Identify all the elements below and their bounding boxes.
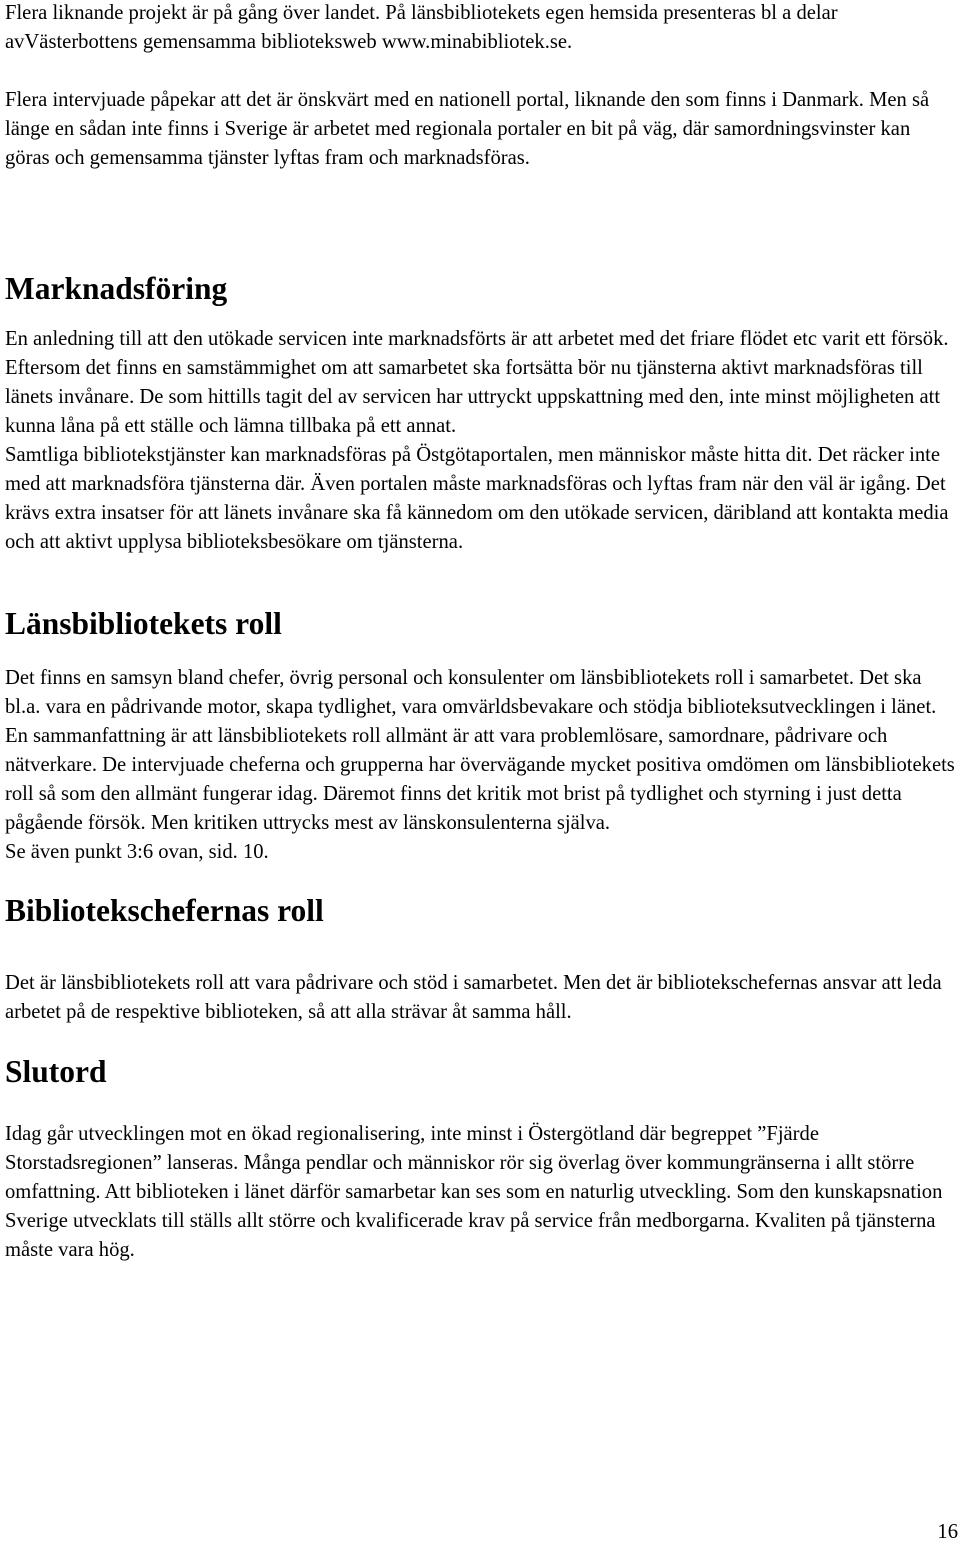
document-page — [5, 0, 957, 1265]
minabibliotek-link[interactable]: www.minabibliotek.se — [381, 31, 568, 53]
heading-spacer — [5, 1092, 957, 1120]
heading-spacer — [5, 644, 957, 664]
intro-paragraph-2: Flera intervjuade påpekar att det är önskvärt med en nationell portal, liknande den som finns i Danmark. Men så länge en sådan inte finns i Sverige är arbetet med regionala portaler en bit på väg, där samordningsvinster kan göras och gemensamma tjänster lyftas fram och marknadsföras. — [5, 89, 930, 169]
section-spacer — [5, 557, 957, 604]
heading-spacer — [5, 931, 957, 969]
marknadsforing-paragraph-1: En anledning till att den utökade servicen inte marknadsförts är att arbetet med det friare flödet etc varit ett försök. Eftersom det finns en samstämmighet om att samarbetet ska fortsätta bör nu tjänsterna aktivt marknadsföras till länets invånare. De som hittills tagit del av servicen har uttryckt uppskattning med den, inte minst möjligheten att kunna låna på ett ställe och lämna tillbaka på ett annat. — [5, 328, 949, 437]
paragraph-spacer — [5, 57, 957, 86]
page-number: 16 — [937, 1521, 958, 1543]
lansbibliotek-paragraph-1: Det finns en samsyn bland chefer, övrig personal och konsulenter om länsbibliotekets roll i samarbetet. Det ska bl.a. vara en pådrivande motor, skapa tydlighet, vara omvärldsbevakare och stödja biblioteksutvecklingen i länet. En sammanfattning är att länsbibliotekets roll allmänt är att vara problemlösare, samordnare, pådrivare och nätverkare. De intervjuade cheferna och grupperna har övervägande mycket positiva omdömen om länsbibliotekets roll så som den allmänt fungerar idag. Däremot finns det kritik mot brist på tydlighet och styrning i just detta pågående försök. Men kritiken uttrycks mest av länskonsulenterna själva. — [5, 667, 955, 834]
section-spacer — [5, 867, 957, 891]
heading-spacer — [5, 309, 957, 325]
intro-paragraph-1-end: . — [567, 31, 573, 53]
heading-marknadsforing: Marknadsföring — [5, 271, 228, 306]
heading-lansbibliotekets-roll: Länsbibliotekets roll — [5, 606, 282, 641]
intro-paragraph-1 — [5, 0, 957, 57]
intro-paragraph-1-text: Flera liknande projekt är på gång över landet. På länsbibliotekets egen hemsida presenteras bl a delar avVästerbottens gemensamma biblioteksweb — [5, 2, 838, 53]
slutord-paragraph-1: Idag går utvecklingen mot en ökad regionalisering, inte minst i Östergötland där begreppet ”Fjärde Storstadsregionen” lanseras. Många pendlar och människor rör sig överlag över kommungränserna i allt större omfattning. Att biblioteken i länet därför samarbetar kan ses som en naturlig utveckling. Som den kunskapsnation Sverige utvecklats till ställs allt större och kvalificerade krav på service från medborgarna. Kvaliten på tjänsterna måste vara hög. — [5, 1123, 943, 1261]
section-spacer — [5, 173, 957, 269]
section-spacer — [5, 1027, 957, 1052]
heading-bibliotekschefernas-roll: Bibliotekschefernas roll — [5, 893, 324, 928]
bibliotekschefer-paragraph-1: Det är länsbibliotekets roll att vara pådrivare och stöd i samarbetet. Men det är bibliotekschefernas ansvar att leda arbetet på de respektive biblioteken, så att alla strävar åt samma håll. — [5, 972, 942, 1023]
marknadsforing-paragraph-2: Samtliga bibliotekstjänster kan marknadsföras på Östgötaportalen, men människor måste hitta dit. Det räcker inte med att marknadsföra tjänsterna där. Även portalen måste marknadsföras och lyftas fram när den väl är igång. Det krävs extra insatser för att länets invånare ska få kännedom om den utökade servicen, däribland att kontakta media och att aktivt upplysa biblioteksbesökare om tjänsterna. — [5, 444, 949, 553]
lansbibliotek-paragraph-2: Se även punkt 3:6 ovan, sid. 10. — [5, 841, 269, 863]
heading-slutord: Slutord — [5, 1054, 107, 1089]
